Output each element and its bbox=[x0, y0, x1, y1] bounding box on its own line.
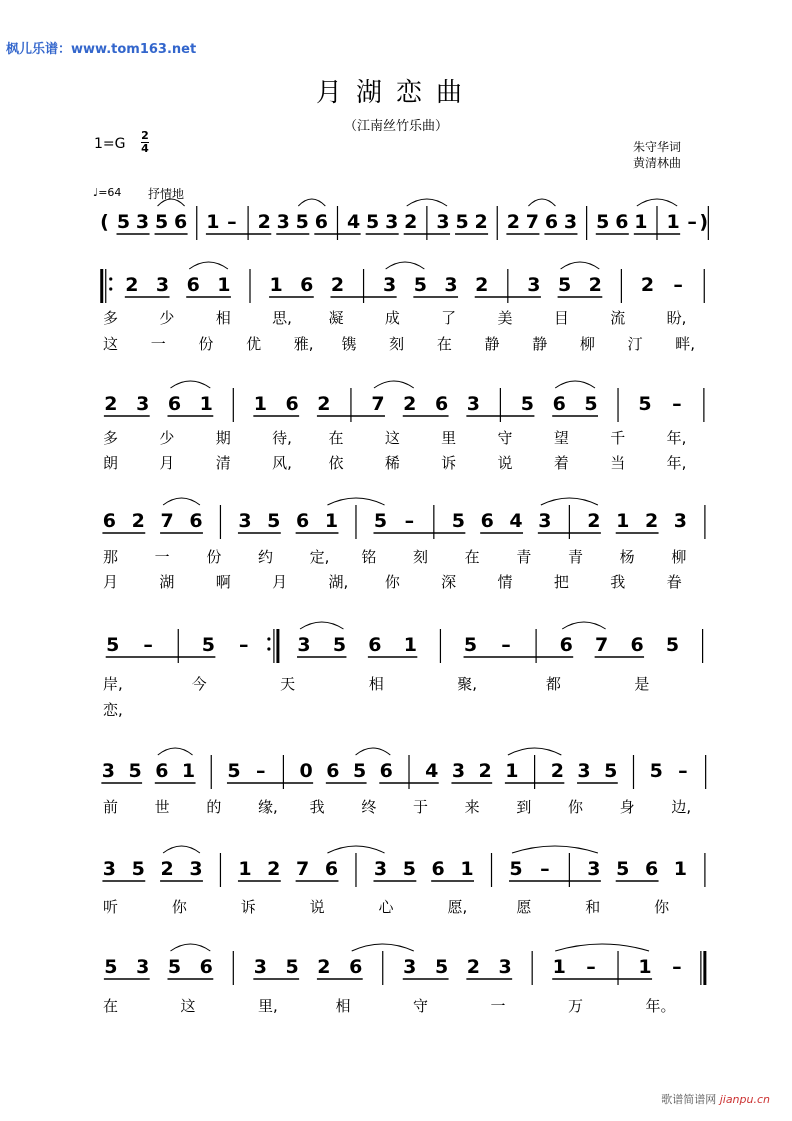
note-6: 6 bbox=[326, 760, 340, 782]
lyric-char: 着 bbox=[553, 454, 569, 472]
note-3: 3 bbox=[276, 211, 290, 233]
note-2: 2 bbox=[317, 393, 331, 415]
note-1: 1 bbox=[552, 956, 566, 978]
song-title: 月湖恋曲 bbox=[315, 78, 476, 108]
note-5: 5 bbox=[267, 510, 281, 532]
lyric-char: 雅, bbox=[293, 335, 314, 353]
slur bbox=[555, 944, 649, 951]
note-6: 6 bbox=[186, 274, 200, 296]
lyric-char: 这 bbox=[384, 429, 400, 447]
note-2: 2 bbox=[478, 760, 492, 782]
note-6: 6 bbox=[559, 634, 573, 656]
note-7: 7 bbox=[525, 211, 540, 233]
note-5: 5 bbox=[106, 634, 120, 656]
note-6: 6 bbox=[102, 510, 117, 532]
note-3: 3 bbox=[538, 510, 552, 532]
lyric-char: 终 bbox=[361, 798, 377, 816]
slur bbox=[170, 944, 210, 951]
lyric-char: 这 bbox=[180, 997, 196, 1015]
lyric-char: 天 bbox=[280, 675, 296, 693]
lyric-char: 你 bbox=[384, 573, 400, 591]
lyric-char: 镌 bbox=[341, 335, 357, 353]
note-6: 6 bbox=[285, 393, 299, 415]
note-0: 0 bbox=[299, 760, 313, 782]
lyric-char: 优 bbox=[246, 335, 262, 353]
lyric-char: 刻 bbox=[413, 548, 429, 566]
lyric-char: 身 bbox=[619, 798, 635, 816]
note-1: 1 bbox=[324, 510, 339, 532]
lyric-char: 在 bbox=[436, 335, 452, 353]
lyric-char: 把 bbox=[553, 573, 569, 591]
lyric-char: 和 bbox=[585, 898, 601, 916]
note-3: 3 bbox=[577, 760, 591, 782]
note-5: 5 bbox=[616, 858, 630, 880]
lyric-char: 思, bbox=[272, 309, 292, 327]
note-5: 5 bbox=[128, 760, 142, 782]
note-5: 5 bbox=[413, 274, 427, 296]
lyric-char: 缘, bbox=[258, 798, 278, 816]
note-3: 3 bbox=[673, 510, 688, 532]
lyric-char: 那 bbox=[103, 548, 119, 566]
lyric-char: 美 bbox=[497, 309, 513, 327]
lyric-char: 愿 bbox=[516, 898, 532, 916]
lyric-char: 柳 bbox=[579, 335, 595, 353]
watermark bbox=[661, 1091, 770, 1107]
lyric-char: 年, bbox=[666, 429, 687, 447]
lyric-char: 年, bbox=[666, 454, 687, 472]
note-4: 4 bbox=[425, 760, 439, 782]
note-1: 1 bbox=[269, 274, 283, 296]
lyric-char: 年。 bbox=[645, 997, 676, 1015]
lyric-char: 汀 bbox=[627, 335, 643, 353]
lyric-char: 一 bbox=[490, 997, 506, 1015]
lyric-char: 份 bbox=[206, 548, 222, 566]
lyric-char: 清 bbox=[215, 454, 231, 472]
note-1: 1 bbox=[634, 211, 648, 233]
note-6: 6 bbox=[630, 634, 644, 656]
note-6: 6 bbox=[296, 510, 310, 532]
lyric-char: 凝 bbox=[328, 309, 344, 327]
lyric-char: 目 bbox=[553, 309, 569, 327]
note-6: 6 bbox=[379, 760, 393, 782]
lyric-char: 风, bbox=[272, 454, 292, 472]
note-3: 3 bbox=[444, 274, 458, 296]
note-2: 2 bbox=[131, 510, 145, 532]
close-paren: ) bbox=[699, 211, 709, 233]
lyric-char: 朗 bbox=[103, 454, 119, 472]
note-3: 3 bbox=[527, 274, 541, 296]
note-5: 5 bbox=[463, 634, 478, 656]
dash-note: – bbox=[143, 634, 153, 656]
note-3: 3 bbox=[189, 858, 203, 880]
lyric-char: 当 bbox=[610, 454, 626, 472]
note-2: 2 bbox=[506, 211, 521, 233]
note-5: 5 bbox=[665, 634, 680, 656]
note-5: 5 bbox=[154, 211, 169, 233]
lyric-char: 心 bbox=[378, 898, 394, 916]
lyric-char: 多 bbox=[103, 309, 119, 327]
note-1: 1 bbox=[253, 393, 267, 415]
lyric-char: 于 bbox=[413, 798, 429, 816]
lyric-char: 月 bbox=[103, 573, 119, 591]
note-7: 7 bbox=[296, 858, 310, 880]
note-2: 2 bbox=[404, 211, 418, 233]
note-5: 5 bbox=[520, 393, 535, 415]
note-5: 5 bbox=[201, 634, 215, 656]
note-1: 1 bbox=[403, 634, 417, 656]
note-2: 2 bbox=[160, 858, 174, 880]
lyric-char: 湖 bbox=[159, 573, 175, 591]
lyric-char: 是 bbox=[634, 675, 650, 693]
barline bbox=[701, 951, 705, 985]
note-5: 5 bbox=[227, 760, 241, 782]
lyric-char: 里 bbox=[441, 429, 457, 447]
note-6: 6 bbox=[434, 393, 449, 415]
note-1: 1 bbox=[206, 211, 220, 233]
note-5: 5 bbox=[104, 956, 118, 978]
lyric-char: 在 bbox=[464, 548, 480, 566]
lyric-char: 啊 bbox=[215, 573, 231, 591]
note-5: 5 bbox=[649, 760, 663, 782]
expression-mark: 抒情地 bbox=[148, 187, 185, 201]
tempo-mark: ♩=64 bbox=[93, 186, 122, 199]
lyric-char: 聚, bbox=[457, 675, 478, 693]
note-1: 1 bbox=[238, 858, 252, 880]
dash-note: – bbox=[687, 211, 697, 233]
note-5: 5 bbox=[167, 956, 182, 978]
note-3: 3 bbox=[451, 760, 466, 782]
lyric-char: 你 bbox=[171, 898, 187, 916]
note-2: 2 bbox=[550, 760, 564, 782]
note-2: 2 bbox=[125, 274, 139, 296]
note-3: 3 bbox=[403, 956, 417, 978]
dash-note: – bbox=[586, 956, 596, 978]
lyric-char: 今 bbox=[191, 675, 207, 693]
lyric-char: 来 bbox=[464, 798, 480, 816]
lyric-char: 少 bbox=[159, 309, 175, 327]
note-2: 2 bbox=[330, 274, 345, 296]
note-2: 2 bbox=[474, 211, 488, 233]
note-6: 6 bbox=[173, 211, 188, 233]
lyric-char: 相 bbox=[335, 997, 351, 1015]
note-6: 6 bbox=[615, 211, 629, 233]
note-6: 6 bbox=[300, 274, 314, 296]
lyric-char: 少 bbox=[159, 429, 175, 447]
note-3: 3 bbox=[253, 956, 267, 978]
lyric-char: 边, bbox=[671, 798, 692, 816]
lyric-char: 都 bbox=[545, 675, 561, 693]
note-6: 6 bbox=[167, 393, 182, 415]
note-7: 7 bbox=[371, 393, 385, 415]
note-1: 1 bbox=[638, 956, 652, 978]
note-6: 6 bbox=[431, 858, 445, 880]
note-5: 5 bbox=[402, 858, 416, 880]
note-6: 6 bbox=[314, 211, 328, 233]
lyric-char: 依 bbox=[328, 454, 344, 472]
lyric-char: 眷 bbox=[666, 573, 682, 591]
dash-note: – bbox=[672, 956, 682, 978]
lyric-char: 流 bbox=[610, 309, 626, 327]
note-5: 5 bbox=[557, 274, 572, 296]
lyric-char: 诉 bbox=[240, 898, 256, 916]
lyric-char: 万 bbox=[568, 997, 584, 1015]
note-5: 5 bbox=[332, 634, 347, 656]
note-1: 1 bbox=[673, 858, 688, 880]
lyric-char: 守 bbox=[497, 429, 513, 447]
lyric-char: 这 bbox=[103, 335, 119, 353]
note-2: 2 bbox=[267, 858, 281, 880]
lyric-char: 恋, bbox=[103, 701, 123, 719]
note-3: 3 bbox=[466, 393, 480, 415]
slur bbox=[352, 944, 414, 951]
lyric-char: 到 bbox=[516, 798, 532, 816]
note-6: 6 bbox=[368, 634, 382, 656]
note-5: 5 bbox=[295, 211, 309, 233]
lyric-char: 刻 bbox=[389, 335, 405, 353]
note-5: 5 bbox=[509, 858, 523, 880]
lyric-char: 千 bbox=[610, 429, 626, 447]
lyric-char: 你 bbox=[654, 898, 670, 916]
note-2: 2 bbox=[588, 274, 602, 296]
note-6: 6 bbox=[644, 858, 659, 880]
lyric-char: 静 bbox=[532, 335, 548, 353]
note-3: 3 bbox=[297, 634, 311, 656]
lyric-char: 铭 bbox=[361, 548, 377, 566]
note-6: 6 bbox=[199, 956, 213, 978]
note-6: 6 bbox=[189, 510, 203, 532]
note-5: 5 bbox=[638, 393, 652, 415]
note-5: 5 bbox=[116, 211, 131, 233]
note-3: 3 bbox=[136, 956, 150, 978]
dash-note: – bbox=[540, 858, 550, 880]
lyric-char: 月 bbox=[272, 573, 288, 591]
key-signature: 1=G bbox=[94, 136, 126, 152]
note-1: 1 bbox=[181, 760, 196, 782]
note-3: 3 bbox=[498, 956, 512, 978]
lyric-char: 我 bbox=[309, 798, 325, 816]
note-2: 2 bbox=[640, 274, 655, 296]
note-4: 4 bbox=[509, 510, 523, 532]
watermark-cn: 歌谱简谱网 bbox=[661, 1093, 717, 1106]
lyric-char: 我 bbox=[610, 573, 626, 591]
dash-note: – bbox=[678, 760, 688, 782]
note-2: 2 bbox=[587, 510, 601, 532]
lyric-char: 望 bbox=[553, 429, 569, 447]
note-4: 4 bbox=[347, 211, 361, 233]
lyric-char: 了 bbox=[441, 309, 457, 327]
lyric-char: 杨 bbox=[619, 548, 635, 566]
lyric-char: 待, bbox=[272, 429, 292, 447]
note-7: 7 bbox=[595, 634, 609, 656]
note-5: 5 bbox=[455, 211, 469, 233]
note-1: 1 bbox=[505, 760, 519, 782]
note-2: 2 bbox=[317, 956, 331, 978]
note-5: 5 bbox=[604, 760, 618, 782]
note-5: 5 bbox=[131, 858, 145, 880]
lyric-char: 月 bbox=[159, 454, 175, 472]
note-3: 3 bbox=[136, 393, 150, 415]
note-1: 1 bbox=[666, 211, 680, 233]
note-2: 2 bbox=[104, 393, 118, 415]
note-1: 1 bbox=[460, 858, 474, 880]
note-5: 5 bbox=[451, 510, 465, 532]
note-5: 5 bbox=[584, 393, 598, 415]
note-3: 3 bbox=[383, 274, 397, 296]
note-5: 5 bbox=[366, 211, 380, 233]
note-6: 6 bbox=[544, 211, 559, 233]
lyric-char: 静 bbox=[484, 335, 500, 353]
note-2: 2 bbox=[644, 510, 659, 532]
lyric-char: 诉 bbox=[441, 454, 457, 472]
note-3: 3 bbox=[385, 211, 399, 233]
note-5: 5 bbox=[373, 510, 388, 532]
note-3: 3 bbox=[238, 510, 252, 532]
lyric-char: 说 bbox=[497, 454, 513, 472]
note-3: 3 bbox=[155, 274, 170, 296]
lyric-char: 青 bbox=[568, 548, 584, 566]
dash-note: – bbox=[672, 393, 682, 415]
lyric-char: 盼, bbox=[666, 309, 687, 327]
lyric-char: 在 bbox=[328, 429, 344, 447]
note-2: 2 bbox=[466, 956, 480, 978]
note-6: 6 bbox=[552, 393, 566, 415]
lyric-char: 柳 bbox=[671, 548, 687, 566]
lyric-char: 在 bbox=[103, 997, 119, 1015]
lyric-char: 期 bbox=[215, 429, 231, 447]
note-2: 2 bbox=[475, 274, 489, 296]
lyric-char: 一 bbox=[154, 548, 170, 566]
lyric-char: 相 bbox=[368, 675, 384, 693]
lyric-char: 约 bbox=[258, 548, 274, 566]
time-signature-top: 2 bbox=[141, 129, 149, 142]
note-3: 3 bbox=[102, 858, 117, 880]
song-subtitle: （江南丝竹乐曲） bbox=[343, 119, 448, 134]
lyric-char: 多 bbox=[103, 429, 119, 447]
dash-note: – bbox=[404, 510, 415, 532]
lyric-char: 世 bbox=[154, 798, 170, 816]
note-5: 5 bbox=[285, 956, 299, 978]
note-7: 7 bbox=[160, 510, 174, 532]
note-2: 2 bbox=[403, 393, 417, 415]
lyric-char: 的 bbox=[206, 798, 222, 816]
note-3: 3 bbox=[587, 858, 601, 880]
lyric-char: 情 bbox=[497, 573, 513, 591]
lyric-char: 里, bbox=[258, 997, 278, 1015]
note-6: 6 bbox=[155, 760, 169, 782]
dash-note: – bbox=[501, 634, 511, 656]
lyric-char: 一 bbox=[150, 335, 166, 353]
lyric-char: 守 bbox=[413, 997, 429, 1015]
note-5: 5 bbox=[352, 760, 367, 782]
note-1: 1 bbox=[217, 274, 231, 296]
note-6: 6 bbox=[349, 956, 363, 978]
lyricist-credit: 朱守华词 bbox=[633, 140, 682, 154]
lyric-char: 愿, bbox=[447, 898, 468, 916]
lyric-char: 畔, bbox=[675, 335, 696, 353]
note-6: 6 bbox=[480, 510, 494, 532]
lyric-char: 相 bbox=[215, 309, 231, 327]
time-signature-bottom: 4 bbox=[141, 142, 149, 155]
open-paren: ( bbox=[100, 211, 109, 233]
note-6: 6 bbox=[324, 858, 339, 880]
note-3: 3 bbox=[436, 211, 450, 233]
note-3: 3 bbox=[101, 760, 115, 782]
lyric-char: 你 bbox=[568, 798, 584, 816]
lyric-char: 青 bbox=[516, 548, 532, 566]
dash-note: – bbox=[227, 211, 237, 233]
lyric-char: 湖, bbox=[328, 573, 349, 591]
note-3: 3 bbox=[563, 211, 578, 233]
dash-note: – bbox=[239, 634, 249, 656]
dash-note: – bbox=[673, 274, 683, 296]
lyric-char: 稀 bbox=[384, 454, 400, 472]
lyric-char: 份 bbox=[198, 335, 214, 353]
composer-credit: 黄清林曲 bbox=[633, 156, 682, 170]
note-3: 3 bbox=[373, 858, 388, 880]
lyric-char: 听 bbox=[103, 898, 119, 916]
note-3: 3 bbox=[135, 211, 150, 233]
lyric-char: 前 bbox=[103, 798, 119, 816]
lyric-char: 说 bbox=[309, 898, 325, 916]
dash-note: – bbox=[255, 760, 266, 782]
lyric-char: 成 bbox=[384, 309, 400, 327]
watermark-site: jianpu.cn bbox=[719, 1093, 770, 1106]
note-5: 5 bbox=[596, 211, 610, 233]
note-2: 2 bbox=[257, 211, 271, 233]
note-1: 1 bbox=[616, 510, 630, 532]
site-header-link[interactable]: 枫儿乐谱：www.tom163.net bbox=[6, 42, 197, 57]
note-1: 1 bbox=[199, 393, 213, 415]
lyric-char: 岸, bbox=[103, 675, 123, 693]
lyric-char: 深 bbox=[441, 573, 457, 591]
lyric-char: 定, bbox=[309, 548, 330, 566]
note-5: 5 bbox=[434, 956, 449, 978]
